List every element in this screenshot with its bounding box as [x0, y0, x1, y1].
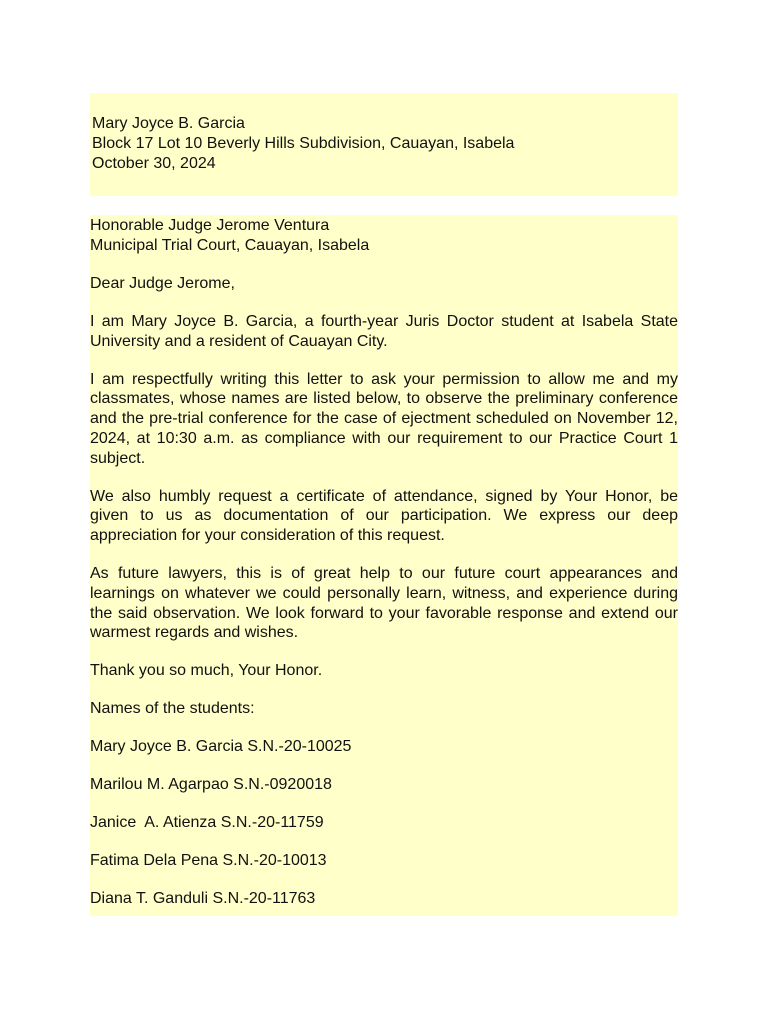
student-entry: Diana T. Ganduli S.N.-20-11763: [90, 890, 316, 908]
sender-block: [90, 93, 678, 196]
student-entry: Janice A. Atienza S.N.-20-11759: [90, 814, 324, 832]
letter-date: October 30, 2024: [92, 155, 216, 172]
letter-body: [90, 215, 678, 916]
sender-address: Block 17 Lot 10 Beverly Hills Subdivision, Cauayan, Isabela: [92, 135, 515, 152]
salutation: Dear Judge Jerome,: [90, 275, 235, 292]
student-entry: Fatima Dela Pena S.N.-20-10013: [90, 852, 327, 870]
paragraph-request: I am respectfully writing this letter to ask your permission to allow me and my classmates, whose names are listed below, to observe the preliminary conference and the pre-trial conference for the case of ejectment scheduled on November 12, 2024, at 10:30 a.m. as compliance with our requirement to our Practice Court 1 subject.: [90, 370, 678, 467]
paragraph-intro: I am Mary Joyce B. Garcia, a fourth-year Juris Doctor student at Isabela State University and a resident of Cauayan City.: [90, 313, 678, 350]
recipient-court: Municipal Trial Court, Cauayan, Isabela: [90, 237, 370, 254]
paragraph-future-lawyers: As future lawyers, this is of great help to our future court appearances and learnings on whatever we could personally learn, witness, and experience during the said observation. We look forward to your favorable response and extend our warmest regards and wishes.: [90, 564, 678, 642]
paragraph-certificate: We also humbly request a certificate of attendance, signed by Your Honor, be given to us as documentation of our participation. We express our deep appreciation for your consideration of this request.: [90, 487, 678, 545]
student-entry: Mary Joyce B. Garcia S.N.-20-10025: [90, 738, 352, 756]
closing: Thank you so much, Your Honor.: [90, 662, 323, 680]
students-heading: Names of the students:: [90, 700, 255, 718]
student-entry: Marilou M. Agarpao S.N.-0920018: [90, 776, 332, 794]
sender-name: Mary Joyce B. Garcia: [92, 115, 245, 132]
recipient-name: Honorable Judge Jerome Ventura: [90, 217, 330, 234]
